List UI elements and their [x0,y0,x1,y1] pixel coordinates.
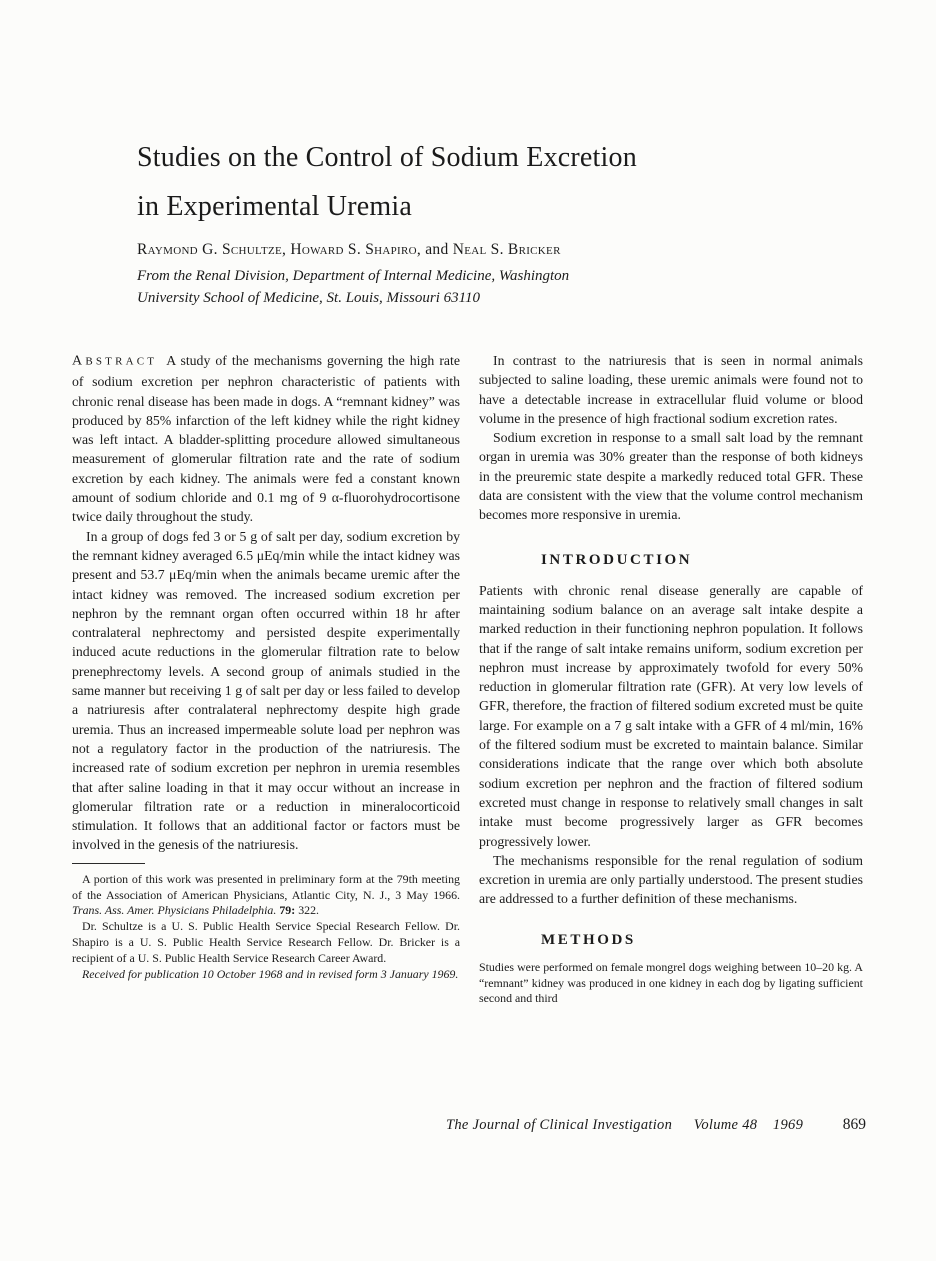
author-name-bricker: Neal S. Bricker [452,241,561,258]
abstract-paragraph-1 [72,351,460,527]
left-column [72,351,460,982]
right-column [479,351,863,1007]
footnote-citation-volume: 79: [279,903,296,918]
author-name-shapiro: Howard S. Shapiro, [290,241,422,258]
affiliation [137,266,569,309]
affiliation-line-2: University School of Medicine, St. Louis, Missouri 63110 [137,289,481,306]
volume-label: Volume 48 [693,1117,758,1133]
section-heading-introduction: INTRODUCTION [541,551,693,568]
footnote-presentation-text: A portion of this work was presented in preliminary form at the 79th meeting of the Association of American Physicians, Atlantic City, N. J., 3 May 1966. [72,871,460,902]
abstract-paragraph-4: Sodium excretion in response to a small salt load by the remnant organ in uremia was 30% greater than the response of both kidneys in the preuremic state despite a markedly reduced total GFR. These data are consistent with the view that the volume control mechanism becomes more responsive in uremia. [479,430,863,523]
page-number: 869 [842,1116,866,1133]
section-heading-methods: METHODS [541,931,636,948]
page-footer [446,1116,866,1134]
footnote-citation-italic: Trans. Ass. Amer. Physicians Philadelphia. [72,903,277,918]
abstract-label: ABSTRACT [72,353,158,369]
footnote-divider [72,863,145,864]
author-name-schultze: Raymond G. Schultze, [137,241,287,258]
abstract-paragraph-3: In contrast to the natriuresis that is seen in normal animals subjected to saline loading, these uremic animals were found not to have a detectable increase in extracellular fluid volume or blood volume in the presence of high fractional sodium excretion rates. [479,353,863,426]
methods-paragraph-1: Studies were performed on female mongrel dogs weighing between 10–20 kg. A “remnant” kidney was produced in one kidney in each dog by ligating sufficient second and third [479,959,863,1006]
title-line-1: Studies on the Control of Sodium Excretion [137,142,637,173]
footnote-citation-pages: 322. [298,903,319,918]
footnote-presentation [72,872,460,919]
introduction-paragraph-2: The mechanisms responsible for the renal regulation of sodium excretion in uremia are only partially understood. The present studies are addressed to a further definition of these mechanisms. [479,852,863,907]
footnote-fellowships: Dr. Schultze is a U. S. Public Health Service Special Research Fellow. Dr. Shapiro is a U. S. Public Health Service Research Fellow. Dr. Bricker is a recipient of a U. S. Public Health Service Research Career Award. [72,919,460,965]
introduction-paragraph-1: Patients with chronic renal disease generally are capable of maintaining sodium balance on an average salt intake despite a marked reduction in their functioning nephron population. It follows that if the range of salt intake remains uniform, sodium excretion per nephron must increase by approximately twofold for every 50% reduction in glomerular filtration rate (GFR). At very low levels of GFR, therefore, the fraction of filtered sodium excreted must be quite large. For example on a 7 g salt intake with a GFR of 4 ml/min, 16% of the filtered sodium must be excreted to maintain balance. Similar considerations indicate that the range over which both absolute sodium excretion per nephron and the fraction of filtered sodium excreted must change in response to relatively small changes in salt intake must become progressively larger as GFR becomes progressively lower. [479,582,863,849]
footnote-received: Received for publication 10 October 1968 and in revised form 3 January 1969. [82,966,459,981]
article-title [137,133,637,231]
authors-line [137,241,561,259]
journal-name: The Journal of Clinical Investigation [445,1117,673,1133]
year-label: 1969 [772,1117,804,1133]
abstract-paragraph-2: In a group of dogs fed 3 or 5 g of salt per day, sodium excretion by the remnant kidney averaged 6.5 μEq/min while the intact kidney was present and 53.7 μEq/min when the animals became uremic after the intact kidney was removed. The increased sodium excretion per nephron by the remnant organ often occurred within 18 hr after contralateral nephrectomy and persisted despite experimentally induced acute reductions in the glomerular filtration rate to below prenephrectomy levels. A second group of animals studied in the same manner but receiving 1 g of salt per day or less failed to develop a natriuresis after contralateral nephrectomy despite high grade uremia. Thus an increased impermeable solute load per nephron was not a regulatory factor in the production of the natriuresis. The increased rate of sodium excretion per nephron in uremia resembles that after saline loading in that it may occur without an increase in glomerular filtration rate or a reduction in mineralocorticoid stimulation. It follows that an additional factor or factors must be involved in the genesis of the natriuresis. [72,528,460,853]
author-conjunction: and [425,241,449,258]
affiliation-line-1: From the Renal Division, Department of Internal Medicine, Washington [137,268,570,284]
abstract-paragraph-1-text: A study of the mechanisms governing the high rate of sodium excretion per nephron characteristic of patients with chronic renal disease has been made in dogs. A “remnant kidney” was produced by 85% infarction of the left kidney while the right kidney was left intact. A bladder-splitting procedure allowed simultaneous measurement of glomerular filtration rate and the rate of sodium excretion by each kidney. The animals were fed a constant known amount of sodium chloride and 0.1 mg of 9 α-fluorohydrocortisone twice daily throughout the study. [72,353,460,525]
title-line-2: in Experimental Uremia [137,191,412,222]
